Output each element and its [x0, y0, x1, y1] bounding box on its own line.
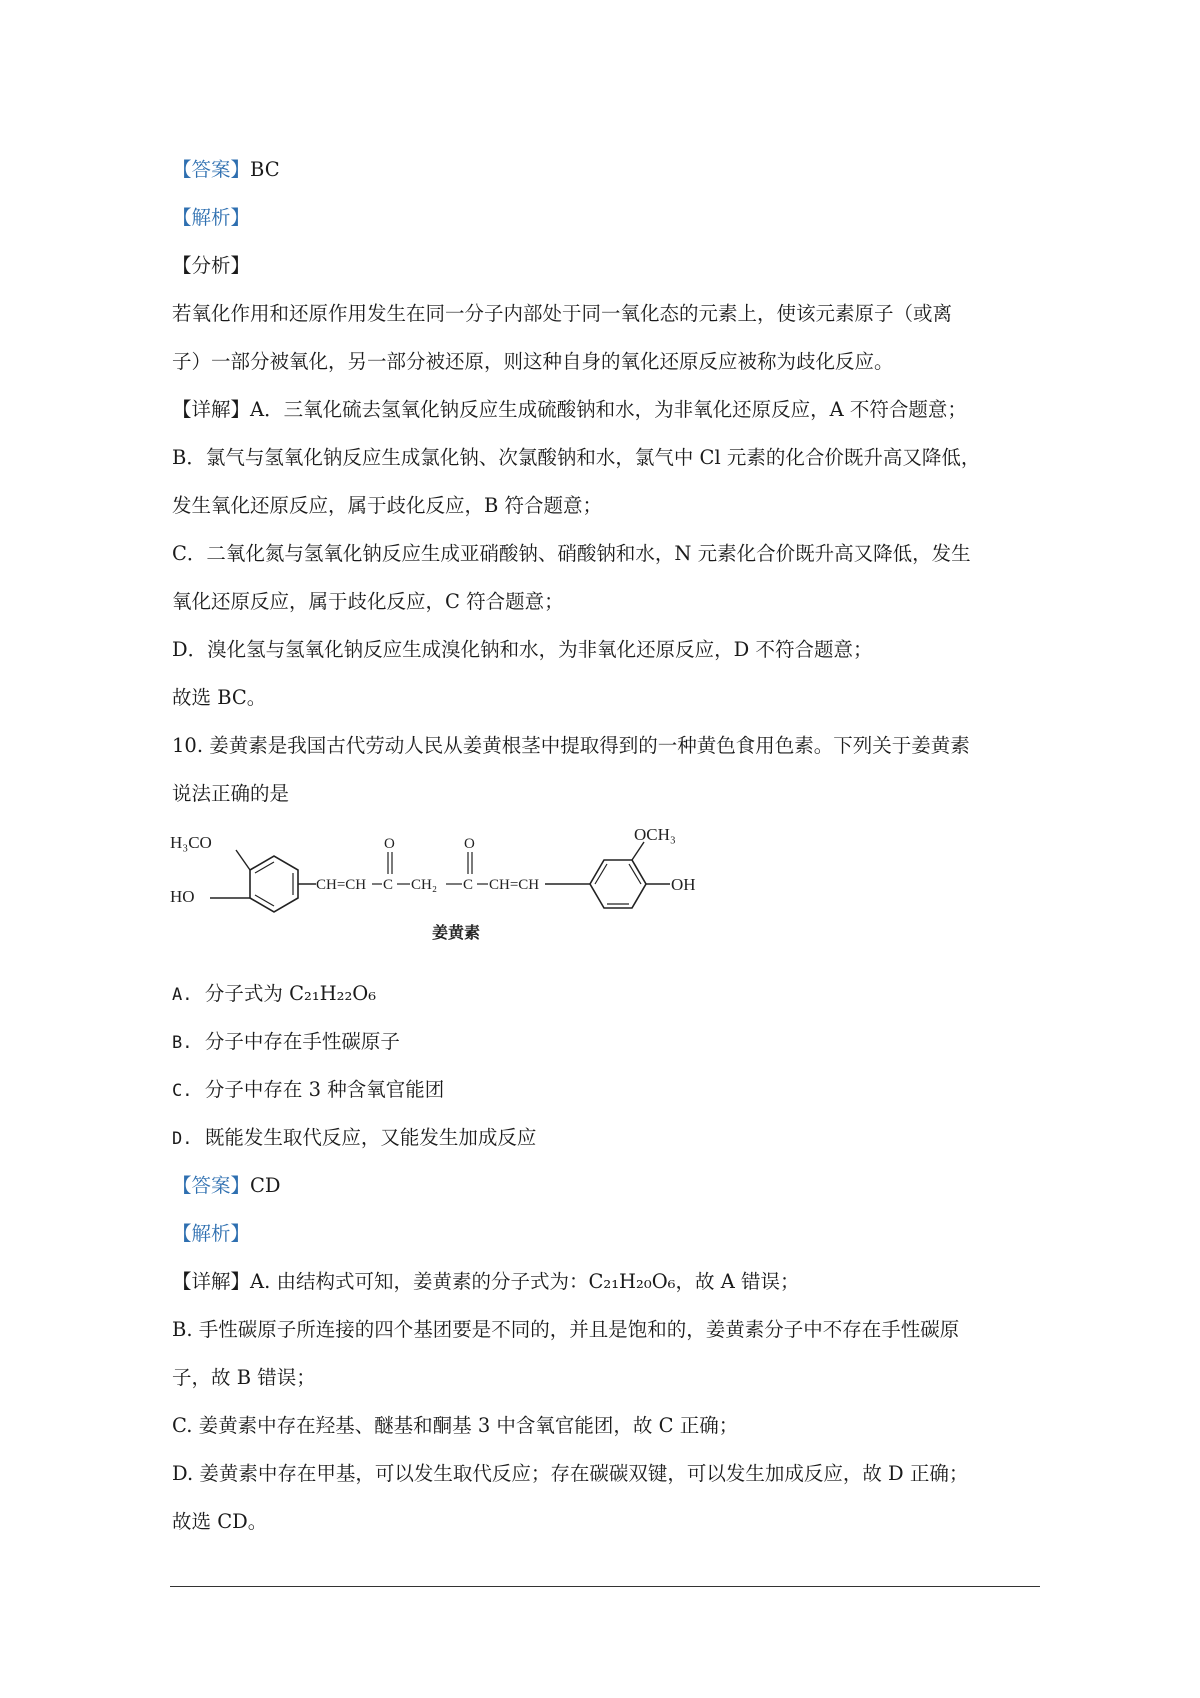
detail-a-line-2: [172, 1268, 799, 1296]
answer-tag: 【答案】: [172, 158, 251, 181]
left-methoxy-label: H₃CO: [170, 833, 212, 852]
left-ring-double-bond-1: [255, 862, 274, 873]
option-a-text: 分子式为 C₂₁H₂₂O₆: [204, 982, 377, 1005]
right-methoxy-label: OCH₃: [634, 826, 676, 844]
detail-tag-2: 【详解】: [172, 1270, 251, 1293]
answer-line-1: [172, 156, 280, 184]
detail-d-line-2: D. 姜黄素中存在甲基，可以发生取代反应；存在碳碳双键，可以发生加成反应，故 D 正确；: [172, 1462, 969, 1485]
chain-ch2: CH₂: [411, 877, 438, 893]
option-c-text: 分子中存在 3 种含氧官能团: [204, 1078, 445, 1101]
conclusion-1: 故选 BC。: [172, 686, 267, 709]
option-b-letter: B.: [172, 1033, 193, 1053]
curcumin-structure-figure: [170, 826, 770, 966]
detail-b-line-1-2: B. 手性碳原子所连接的四个基团要是不同的，并且是饱和的，姜黄素分子中不存在手性碳原: [172, 1318, 960, 1341]
detail-a-line: [172, 396, 967, 424]
detail-a-text-2: A. 由结构式可知，姜黄素的分子式为：C₂₁H₂₀O₆，故 A 错误；: [250, 1270, 800, 1293]
option-b: [172, 1028, 400, 1057]
question-10-stem-2: 说法正确的是: [172, 782, 290, 805]
fenxi-line-1: 若氧化作用和还原作用发生在同一分子内部处于同一氧化态的元素上，使该元素原子（或离: [172, 302, 953, 325]
option-d-letter: D.: [172, 1129, 193, 1149]
detail-tag: 【详解】: [172, 398, 251, 421]
option-d-text: 既能发生取代反应，又能发生加成反应: [204, 1126, 537, 1149]
carbonyl-oxygen-2: O: [464, 836, 475, 852]
left-methoxy-bond: [236, 850, 250, 870]
carbonyl-oxygen-1: O: [384, 836, 395, 852]
detail-c-line-2: 氧化还原反应，属于歧化反应，C 符合题意；: [172, 590, 564, 613]
right-hydroxy-label: OH: [671, 875, 696, 894]
option-d: [172, 1124, 536, 1153]
question-10-stem-1: 10. 姜黄素是我国古代劳动人民从姜黄根茎中提取得到的一种黄色食用色素。下列关于姜黄素: [172, 734, 970, 757]
detail-d-line: D．溴化氢与氢氧化钠反应生成溴化钠和水，为非氧化还原反应，D 不符合题意；: [172, 638, 873, 661]
answer-tag-2: 【答案】: [172, 1174, 251, 1197]
analysis-tag-2: 【解析】: [172, 1222, 251, 1245]
left-hydroxy-label: HO: [170, 887, 195, 906]
option-a: [172, 980, 376, 1009]
chain-ch-ch-left: CH=CH: [316, 877, 367, 893]
fenxi-tag: 【分析】: [172, 254, 251, 277]
left-benzene-ring: [250, 856, 298, 912]
detail-b-line-1: B．氯气与氢氧化钠反应生成氯化钠、次氯酸钠和水，氯气中 Cl 元素的化合价既升高又降低，: [172, 446, 981, 469]
right-ring-double-bond-1: [595, 864, 607, 884]
left-ring-double-bond-3: [255, 895, 274, 906]
right-methoxy-bond: [632, 842, 644, 860]
detail-b-line-2-2: 子，故 B 错误；: [172, 1366, 316, 1389]
conclusion-2: 故选 CD。: [172, 1510, 268, 1533]
chain-carbonyl-c-1: C: [383, 877, 394, 893]
chain-carbonyl-c-2: C: [463, 877, 474, 893]
analysis-tag: 【解析】: [172, 206, 251, 229]
answer-line-2: [172, 1172, 281, 1200]
figure-caption: 姜黄素: [432, 925, 481, 942]
answer-value: BC: [250, 158, 280, 181]
option-c: [172, 1076, 444, 1105]
footer-divider: [170, 1586, 1040, 1587]
option-c-letter: C.: [172, 1081, 193, 1101]
detail-a-text: A．三氧化硫去氢氧化钠反应生成硫酸钠和水，为非氧化还原反应，A 不符合题意；: [250, 398, 967, 421]
detail-c-line-2: C. 姜黄素中存在羟基、醚基和酮基 3 中含氧官能团，故 C 正确；: [172, 1414, 739, 1437]
fenxi-line-2: 子）一部分被氧化，另一部分被还原，则这种自身的氧化还原反应被称为歧化反应。: [172, 350, 894, 373]
answer-value-2: CD: [250, 1174, 281, 1197]
detail-b-line-2: 发生氧化还原反应，属于歧化反应，B 符合题意；: [172, 494, 603, 517]
option-b-text: 分子中存在手性碳原子: [204, 1030, 400, 1053]
chain-ch-ch-right: CH=CH: [489, 877, 540, 893]
right-ring-double-bond-2: [629, 864, 641, 884]
right-benzene-ring: [590, 860, 646, 908]
option-a-letter: A.: [172, 985, 193, 1005]
detail-c-line-1: C．二氧化氮与氢氧化钠反应生成亚硝酸钠、硝酸钠和水，N 元素化合价既升高又降低，发生: [172, 542, 971, 565]
